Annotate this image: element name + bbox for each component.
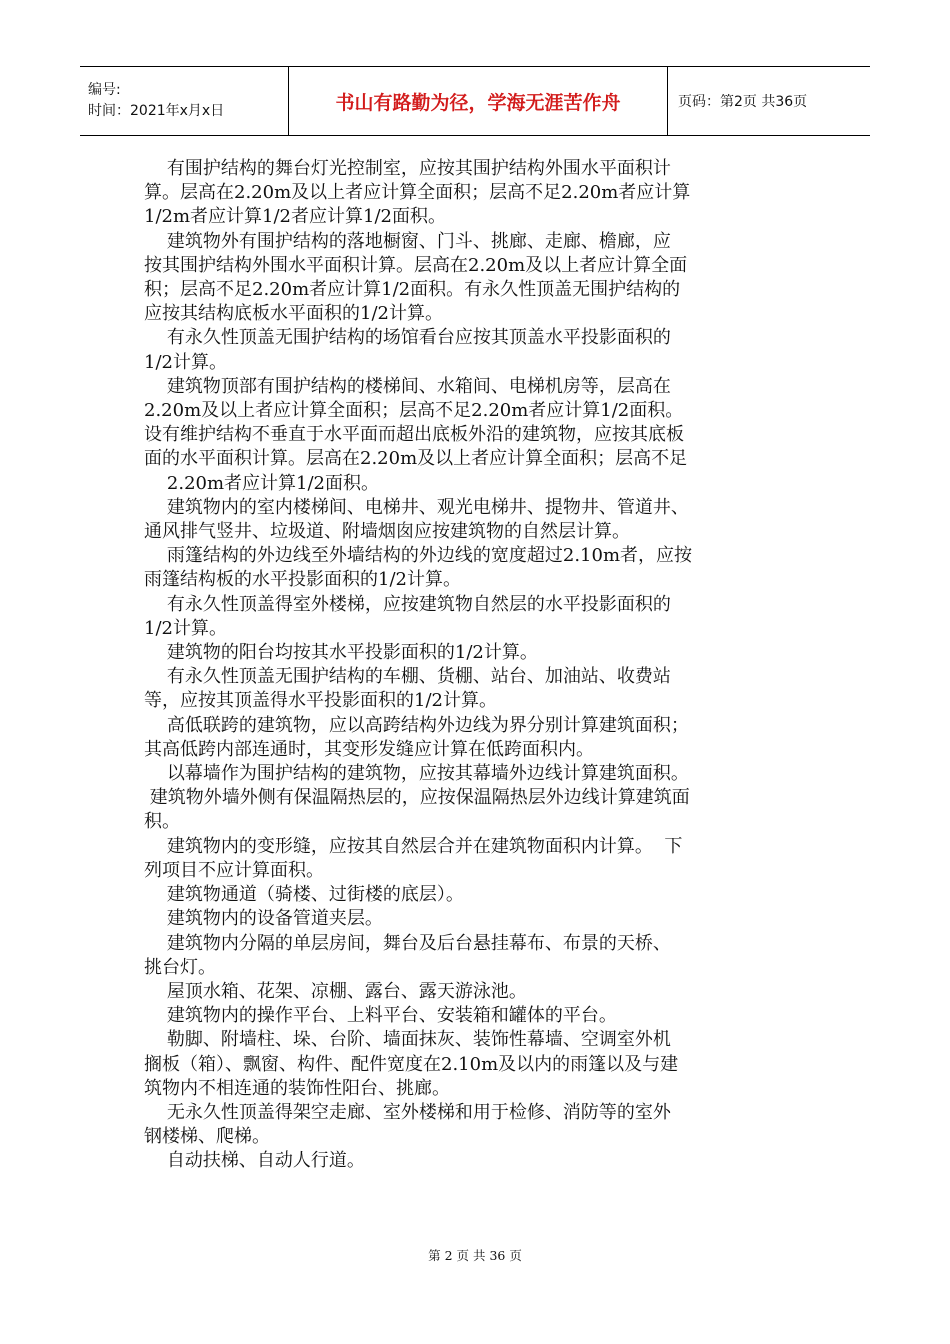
paragraph: 以幕墙作为围护结构的建筑物，应按其幕墙外边线计算建筑面积。 建筑物外墙外侧有保温隔热层的，应按保温隔热层外边线计算建筑面 积。 — [144, 763, 690, 833]
document-body — [144, 157, 794, 1174]
header-motto: 书山有路勤为径，学海无涯苦作舟 — [289, 67, 668, 136]
paragraph: 建筑物内的室内楼梯间、电梯井、观光电梯井、提物井、管道井、 通风排气竖井、垃圾道、附墙烟囱应按建筑物的自然层计算。 — [144, 496, 689, 543]
paragraph: 高低联跨的建筑物，应以高跨结构外边线为界分别计算建筑面积； 其高低跨内部连通时，其变形发缝应计算在低跨面积内。 — [144, 714, 689, 760]
paragraph: 有围护结构的舞台灯光控制室，应按其围护结构外围水平面积计 算。层高在2.20m及以上者应计算全面积；层高不足2.20m者应计算 1/2m者应计算1/2者应计算1/2面积。 — [144, 158, 691, 228]
page-header — [80, 66, 870, 136]
paragraph: 建筑物顶部有围护结构的楼梯间、水箱间、电梯机房等，层高在 2.20m及以上者应计算全面积；层高不足2.20m者应计算1/2面积。 设有维护结构不垂直于水平面而超出底板外沿的建筑物，应按其底板 面的水平面积计算。层高在2.20m及以上者应计算全面积；层高不足 2.20m者应计算1/2面积。 — [144, 375, 688, 494]
paragraph: 建筑物内分隔的单层房间，舞台及后台悬挂幕布、布景的天桥、 挑台灯。 — [144, 932, 671, 978]
paragraph: 建筑物通道（骑楼、过街楼的底层）。 — [144, 884, 464, 906]
time-label: 时间：2021年x月x日 — [88, 103, 225, 119]
page-footer: 第 2 页 共 36 页 — [428, 1248, 522, 1263]
paragraph: 有永久性顶盖无围护结构的场馆看台应按其顶盖水平投影面积的 1/2计算。 — [144, 327, 671, 373]
paragraph: 有永久性顶盖无围护结构的车棚、货棚、站台、加油站、收费站 等，应按其顶盖得水平投影面积的1/2计算。 — [144, 666, 671, 712]
paragraph: 雨篷结构的外边线至外墙结构的外边线的宽度超过2.10m者，应按 雨篷结构板的水平投影面积的1/2计算。 — [144, 545, 693, 591]
paragraph: 勒脚、附墙柱、垛、台阶、墙面抹灰、装饰性幕墙、空调室外机 搁板（箱）、飘窗、构件、配件宽度在2.10m及以内的雨篷以及与建 筑物内不相连通的装饰性阳台、挑廊。 — [144, 1029, 679, 1099]
paragraph: 建筑物外有围护结构的落地橱窗、门斗、挑廊、走廊、檐廊，应 按其围护结构外围水平面积计算。层高在2.20m及以上者应计算全面 积；层高不足2.20m者应计算1/2面积。有永久性顶盖无围护结构的 应按其结构底板水平面积的1/2计算。 — [144, 230, 688, 325]
paragraph: 建筑物的阳台均按其水平投影面积的1/2计算。 — [144, 642, 538, 664]
paragraph: 无永久性顶盖得架空走廊、室外楼梯和用于检修、消防等的室外 钢楼梯、爬梯。 — [144, 1101, 671, 1148]
paragraph: 屋顶水箱、花架、凉棚、露台、露天游泳池。 — [144, 980, 527, 1002]
number-label: 编号: — [88, 82, 121, 98]
paragraph: 有永久性顶盖得室外楼梯，应按建筑物自然层的水平投影面积的 1/2计算。 — [144, 593, 671, 639]
header-meta — [80, 67, 289, 136]
paragraph: 建筑物内的设备管道夹层。 — [144, 908, 383, 930]
header-page-info: 页码：第2页 共36页 — [668, 67, 871, 136]
paragraph: 建筑物内的变形缝，应按其自然层合并在建筑物面积内计算。 下 列项目不应计算面积。 — [144, 835, 683, 881]
paragraph: 建筑物内的操作平台、上料平台、安装箱和罐体的平台。 — [144, 1005, 617, 1027]
paragraph: 自动扶梯、自动人行道。 — [144, 1150, 365, 1172]
